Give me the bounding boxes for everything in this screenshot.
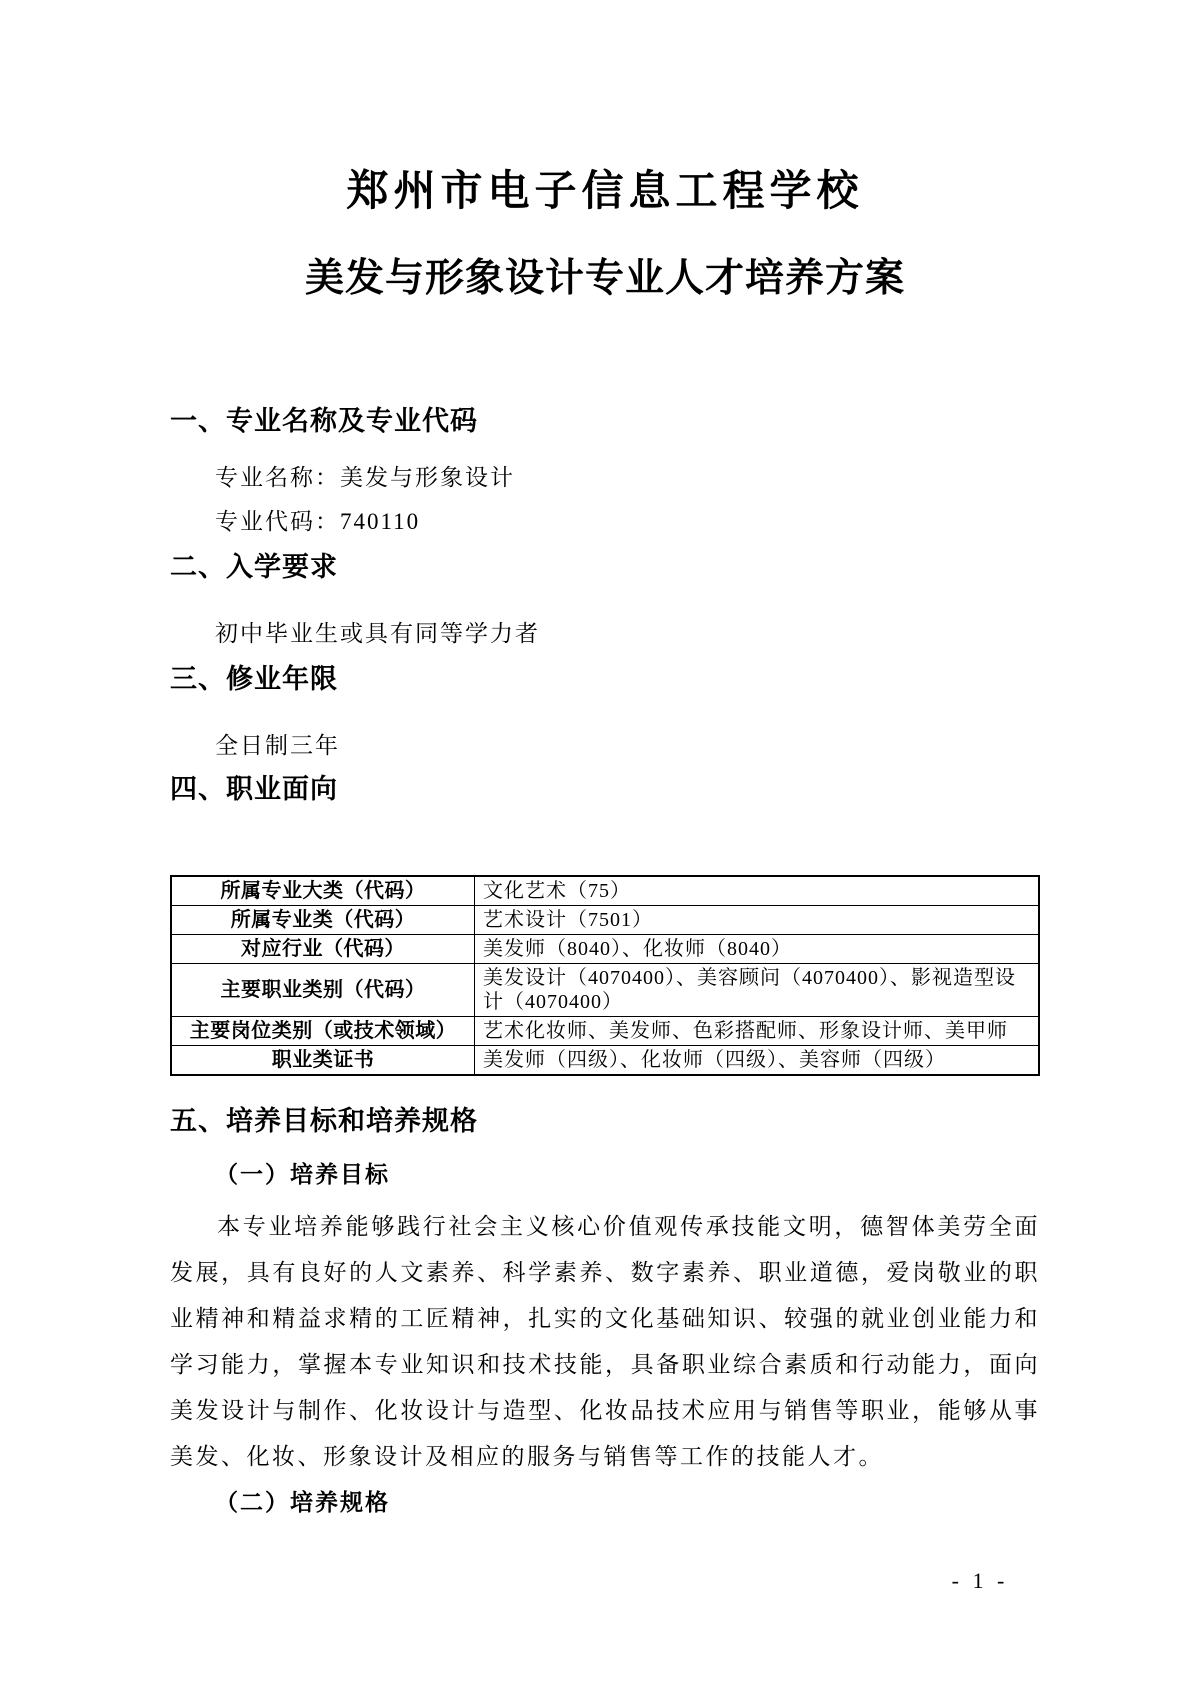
row-label: 主要职业类别（代码） (171, 964, 475, 1017)
admission-requirement-line: 初中毕业生或具有同等学力者 (215, 621, 540, 646)
row-value: 艺术化妆师、美发师、色彩搭配师、形象设计师、美甲师 (475, 1017, 1040, 1046)
major-name-line: 专业名称：美发与形象设计 (215, 465, 515, 490)
row-label: 对应行业（代码） (171, 935, 475, 964)
section-4-heading: 四、职业面向 (170, 774, 338, 804)
document-title-line2: 美发与形象设计专业人才培养方案 (304, 257, 905, 300)
study-duration-line: 全日制三年 (215, 733, 340, 758)
table-row-industry (171, 935, 1039, 964)
page-number: - 1 - (951, 1568, 1009, 1593)
row-value: 美发设计（4070400）、美容顾问（4070400）、影视造型设计（4070400） (475, 964, 1040, 1017)
row-label: 职业类证书 (171, 1046, 475, 1076)
career-orientation-table (170, 875, 1040, 1076)
section-5-heading: 五、培养目标和培养规格 (170, 1106, 478, 1136)
row-label: 所属专业类（代码） (171, 906, 475, 935)
row-label: 主要岗位类别（或技术领域） (171, 1017, 475, 1046)
section-2-heading: 二、入学要求 (170, 552, 338, 582)
table-row-major-category (171, 876, 1039, 906)
row-value: 艺术设计（7501） (475, 906, 1040, 935)
row-value: 文化艺术（75） (475, 876, 1040, 906)
section-3-heading: 三、修业年限 (170, 664, 338, 694)
subsection-1-heading: （一）培养目标 (215, 1162, 390, 1187)
table-row-post-class (171, 1017, 1039, 1046)
document-title-line1: 郑州市电子信息工程学校 (346, 169, 864, 215)
row-label: 所属专业大类（代码） (171, 876, 475, 906)
major-code-line: 专业代码：740110 (215, 509, 421, 534)
training-objective-paragraph: 本专业培养能够践行社会主义核心价值观传承技能文明，德智体美劳全面发展，具有良好的人文素养、科学素养、数字素养、职业道德，爱岗敬业的职业精神和精益求精的工匠精神，扎实的文化基础知识、较强的就业创业能力和学习能力，掌握本专业知识和技术技能，具备职业综合素质和行动能力，面向美发设计与制作、化妆设计与造型、化妆品技术应用与销售等职业，能够从事美发、化妆、形象设计及相应的服务与销售等工作的技能人才。 (170, 1214, 1040, 1469)
table-row-certificates (171, 1046, 1039, 1076)
row-value: 美发师（四级）、化妆师（四级）、美容师（四级） (475, 1046, 1040, 1076)
row-value: 美发师（8040）、化妆师（8040） (475, 935, 1040, 964)
table-row-category (171, 906, 1039, 935)
table-row-occupation-class (171, 964, 1039, 1017)
document-content (170, 0, 1040, 1518)
section-1-heading: 一、专业名称及专业代码 (170, 406, 478, 436)
subsection-2-heading: （二）培养规格 (215, 1490, 390, 1515)
